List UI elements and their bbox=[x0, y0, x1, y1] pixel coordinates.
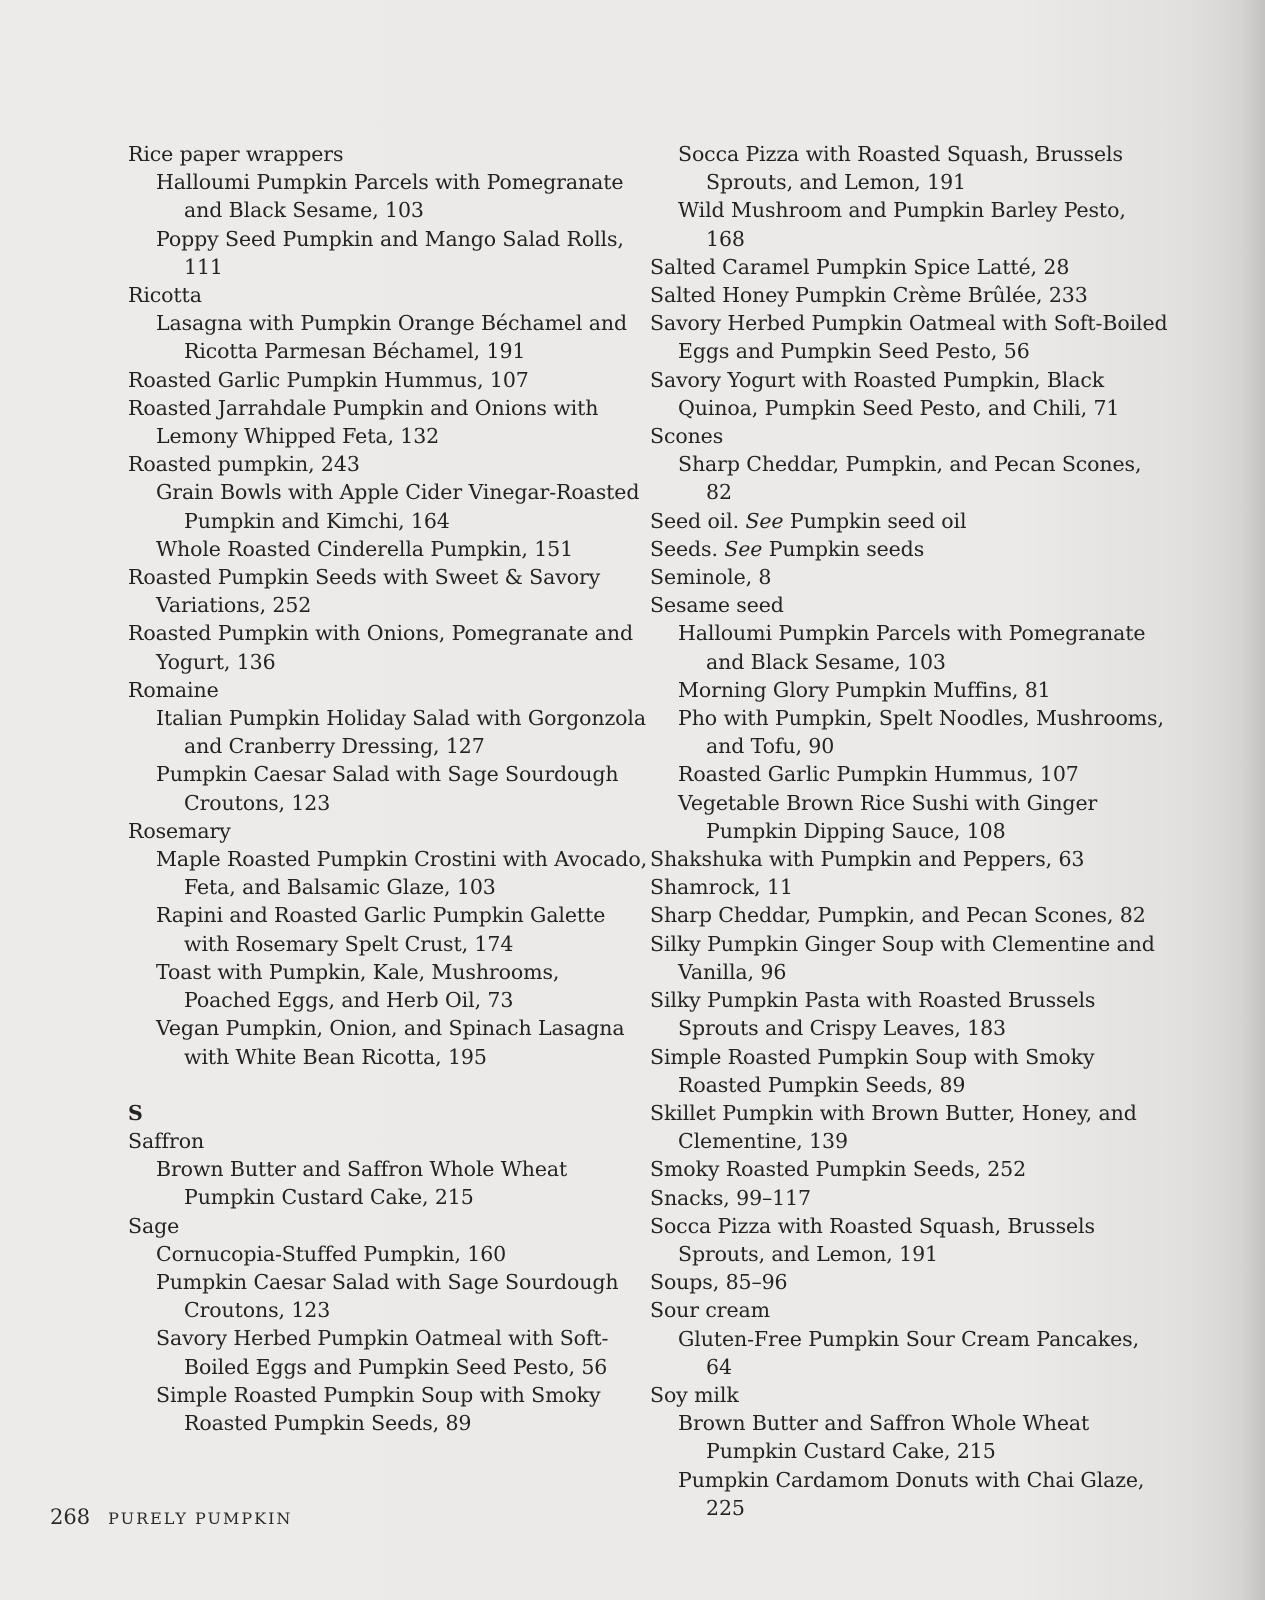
index-entry: Snacks, 99–117 bbox=[650, 1185, 811, 1210]
index-entry: Scones bbox=[650, 424, 724, 449]
index-subentry: Pumpkin Caesar Salad with Sage Sourdough Croutons, 123 bbox=[156, 762, 619, 815]
index-subentry: Socca Pizza with Roasted Squash, Brussels Sprouts, and Lemon, 191 bbox=[678, 142, 1123, 195]
index-subentry: Gluten-Free Pumpkin Sour Cream Pancakes, 64 bbox=[678, 1326, 1139, 1379]
index-entry: Shamrock, 11 bbox=[650, 875, 793, 900]
index-subentry: Pumpkin Cardamom Donuts with Chai Glaze, 225 bbox=[678, 1467, 1145, 1520]
index-subentry: Lasagna with Pumpkin Orange Béchamel and Ricotta Parmesan Béchamel, 191 bbox=[156, 311, 628, 364]
index-entry: Sharp Cheddar, Pumpkin, and Pecan Scones, 82 bbox=[650, 903, 1146, 928]
index-subentry: Pho with Pumpkin, Spelt Noodles, Mushrooms, and Tofu, 90 bbox=[678, 706, 1164, 759]
page-number: 268 bbox=[50, 1505, 91, 1529]
index-column-right bbox=[650, 140, 1170, 1522]
entry-term: Seed oil. bbox=[650, 508, 740, 533]
index-entry: Smoky Roasted Pumpkin Seeds, 252 bbox=[650, 1157, 1027, 1182]
page-edge-shadow bbox=[1243, 0, 1265, 1600]
entry-term: Seeds. bbox=[650, 536, 718, 561]
index-subentry: Whole Roasted Cinderella Pumpkin, 151 bbox=[156, 536, 574, 561]
index-entry: Socca Pizza with Roasted Squash, Brussels Sprouts, and Lemon, 191 bbox=[650, 1213, 1095, 1266]
index-entry: Skillet Pumpkin with Brown Butter, Honey, and Clementine, 139 bbox=[650, 1100, 1137, 1154]
index-subentry: Vegetable Brown Rice Sushi with Ginger Pumpkin Dipping Sauce, 108 bbox=[678, 790, 1098, 843]
index-entry: Roasted Jarrahdale Pumpkin and Onions with Lemony Whipped Feta, 132 bbox=[128, 395, 599, 449]
index-subentry: Brown Butter and Saffron Whole Wheat Pumpkin Custard Cake, 215 bbox=[156, 1157, 568, 1210]
index-entry: Saffron bbox=[128, 1128, 205, 1153]
index-entry: Seminole, 8 bbox=[650, 565, 772, 590]
index-entry: Simple Roasted Pumpkin Soup with Smoky Roasted Pumpkin Seeds, 89 bbox=[650, 1044, 1095, 1097]
index-subentry: Morning Glory Pumpkin Muffins, 81 bbox=[678, 677, 1051, 702]
section-letter: S bbox=[128, 1100, 143, 1125]
index-entry bbox=[650, 535, 1170, 563]
index-subentry: Halloumi Pumpkin Parcels with Pomegranate and Black Sesame, 103 bbox=[156, 170, 624, 223]
index-subentry: Italian Pumpkin Holiday Salad with Gorgonzola and Cranberry Dressing, 127 bbox=[156, 706, 646, 759]
index-entry: Romaine bbox=[128, 677, 219, 702]
index-entry: Soy milk bbox=[650, 1382, 739, 1407]
index-subentry: Toast with Pumpkin, Kale, Mushrooms, Poached Eggs, and Herb Oil, 73 bbox=[156, 959, 560, 1013]
index-subentry: Sharp Cheddar, Pumpkin, and Pecan Scones, 82 bbox=[678, 452, 1142, 505]
page-footer bbox=[50, 1505, 292, 1529]
see-reference: See bbox=[724, 536, 763, 561]
index-subentry: Rapini and Roasted Garlic Pumpkin Galette with Rosemary Spelt Crust, 174 bbox=[156, 903, 606, 956]
index-subentry: Simple Roasted Pumpkin Soup with Smoky Roasted Pumpkin Seeds, 89 bbox=[156, 1382, 601, 1435]
index-entry: Savory Herbed Pumpkin Oatmeal with Soft-Boiled Eggs and Pumpkin Seed Pesto, 56 bbox=[650, 311, 1168, 364]
index-subentry: Savory Herbed Pumpkin Oatmeal with Soft-Boiled Eggs and Pumpkin Seed Pesto, 56 bbox=[156, 1326, 609, 1379]
index-entry: Rice paper wrappers bbox=[128, 142, 344, 166]
see-target: Pumpkin seeds bbox=[768, 536, 925, 561]
see-target: Pumpkin seed oil bbox=[789, 508, 967, 533]
index-subentry: Roasted Garlic Pumpkin Hummus, 107 bbox=[678, 762, 1079, 787]
index-subentry: Brown Butter and Saffron Whole Wheat Pumpkin Custard Cake, 215 bbox=[678, 1411, 1090, 1464]
index-subentry: Maple Roasted Pumpkin Crostini with Avocado, Feta, and Balsamic Glaze, 103 bbox=[156, 847, 647, 900]
see-reference: See bbox=[745, 508, 784, 533]
index-entry: Roasted Pumpkin Seeds with Sweet & Savory Variations, 252 bbox=[128, 565, 601, 618]
index-subentry: Pumpkin Caesar Salad with Sage Sourdough Croutons, 123 bbox=[156, 1269, 619, 1323]
index-subentry: Halloumi Pumpkin Parcels with Pomegranate and Black Sesame, 103 bbox=[678, 621, 1146, 674]
index-entry bbox=[650, 507, 1170, 535]
index-entry: Savory Yogurt with Roasted Pumpkin, Black Quinoa, Pumpkin Seed Pesto, and Chili, 71 bbox=[650, 367, 1120, 420]
index-subentry: Wild Mushroom and Pumpkin Barley Pesto, 168 bbox=[678, 198, 1126, 251]
index-entry: Salted Caramel Pumpkin Spice Latté, 28 bbox=[650, 254, 1070, 279]
index-column-left bbox=[128, 140, 648, 1437]
index-subentry: Cornucopia-Stuffed Pumpkin, 160 bbox=[156, 1241, 507, 1266]
index-entry: Sage bbox=[128, 1213, 180, 1238]
index-subentry: Vegan Pumpkin, Onion, and Spinach Lasagna with White Bean Ricotta, 195 bbox=[156, 1016, 625, 1069]
index-entry: Roasted Garlic Pumpkin Hummus, 107 bbox=[128, 367, 529, 392]
index-entry: Soups, 85–96 bbox=[650, 1270, 788, 1295]
index-entry: Roasted pumpkin, 243 bbox=[128, 452, 360, 477]
index-entry: Silky Pumpkin Pasta with Roasted Brussels Sprouts and Crispy Leaves, 183 bbox=[650, 988, 1096, 1041]
index-entry: Shakshuka with Pumpkin and Peppers, 63 bbox=[650, 847, 1085, 872]
index-entry: Rosemary bbox=[128, 818, 231, 843]
index-entry: Sour cream bbox=[650, 1298, 770, 1323]
index-subentry: Grain Bowls with Apple Cider Vinegar-Roasted Pumpkin and Kimchi, 164 bbox=[156, 480, 640, 533]
index-entry: Silky Pumpkin Ginger Soup with Clementine and Vanilla, 96 bbox=[650, 931, 1155, 984]
book-title: PURELY PUMPKIN bbox=[108, 1509, 293, 1528]
index-subentry: Poppy Seed Pumpkin and Mango Salad Rolls, 111 bbox=[156, 226, 624, 279]
index-entry: Sesame seed bbox=[650, 593, 784, 618]
index-entry: Roasted Pumpkin with Onions, Pomegranate and Yogurt, 136 bbox=[128, 621, 633, 674]
index-entry: Ricotta bbox=[128, 283, 202, 308]
index-entry: Salted Honey Pumpkin Crème Brûlée, 233 bbox=[650, 283, 1088, 308]
